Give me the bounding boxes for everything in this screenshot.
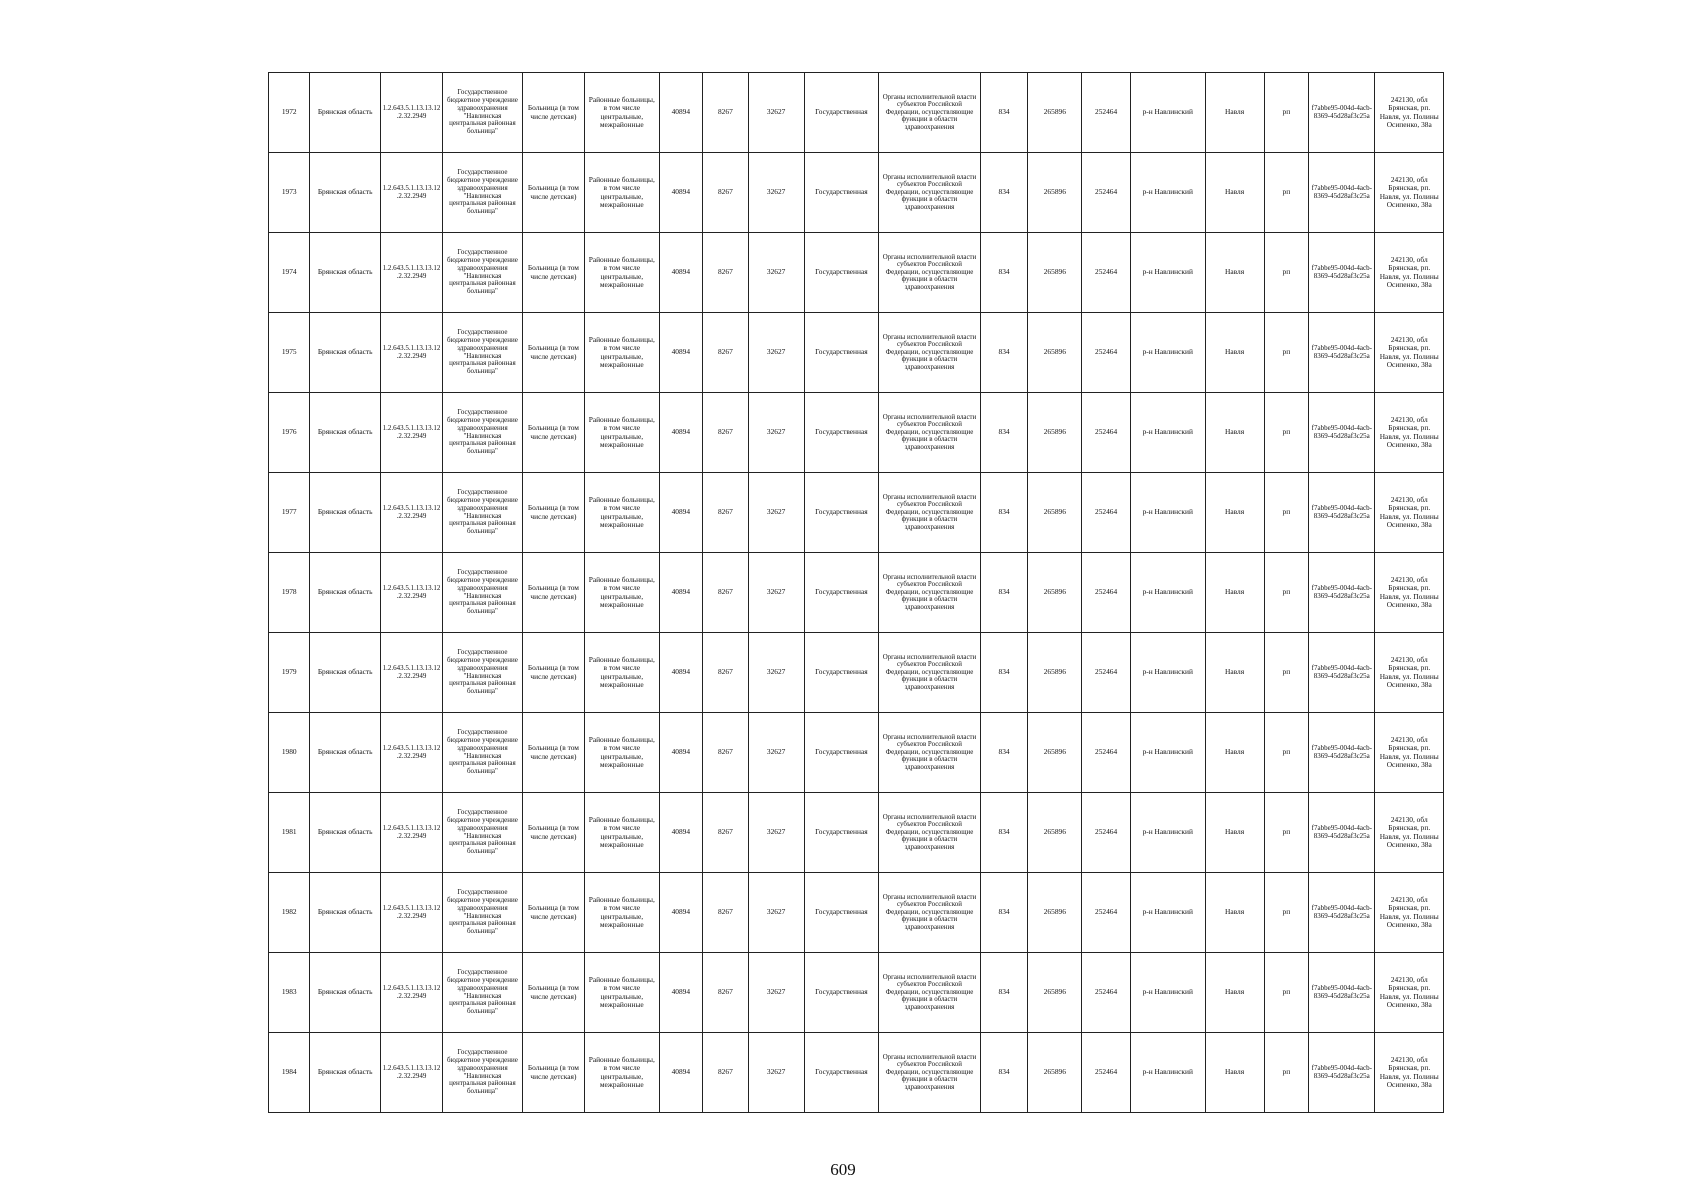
- cell-address: 242130, обл Брянская, рп. Навля, ул. Полины Осипенко, 38а: [1375, 473, 1444, 553]
- cell-ownership: Государственная: [804, 313, 879, 393]
- cell-ownership: Государственная: [804, 873, 879, 953]
- cell-locality: Навля: [1205, 953, 1264, 1033]
- cell-settlement-type: рп: [1264, 393, 1309, 473]
- cell-value-4: 834: [980, 233, 1028, 313]
- cell-institution-name: Государственное бюджетное учреждение здравоохранения "Навлинская центральная районная больница": [443, 233, 523, 313]
- cell-institution-name: Государственное бюджетное учреждение здравоохранения "Навлинская центральная районная больница": [443, 153, 523, 233]
- cell-value-4: 834: [980, 473, 1028, 553]
- cell-facility-type: Больница (в том числе детская): [522, 793, 584, 873]
- cell-authority: Органы исполнительной власти субъектов Российской Федерации, осуществляющие функции в области здравоохранения: [879, 953, 981, 1033]
- cell-value-1: 40894: [659, 153, 703, 233]
- cell-region: Брянская область: [310, 153, 380, 233]
- cell-authority: Органы исполнительной власти субъектов Российской Федерации, осуществляющие функции в области здравоохранения: [879, 713, 981, 793]
- cell-locality: Навля: [1205, 313, 1264, 393]
- cell-facility-category: Районные больницы, в том числе центральные, межрайонные: [584, 313, 659, 393]
- cell-value-1: 40894: [659, 233, 703, 313]
- cell-authority: Органы исполнительной власти субъектов Российской Федерации, осуществляющие функции в области здравоохранения: [879, 73, 981, 153]
- cell-value-2: 8267: [703, 953, 749, 1033]
- cell-guid: f7abbe95-004d-4acb-8369-45d28af3c25a: [1309, 233, 1375, 313]
- cell-value-4: 834: [980, 73, 1028, 153]
- cell-district: р-н Навлинский: [1130, 313, 1205, 393]
- cell-value-3: 32627: [748, 393, 804, 473]
- cell-institution-name: Государственное бюджетное учреждение здравоохранения "Навлинская центральная районная больница": [443, 473, 523, 553]
- cell-institution-name: Государственное бюджетное учреждение здравоохранения "Навлинская центральная районная больница": [443, 73, 523, 153]
- cell-institution-name: Государственное бюджетное учреждение здравоохранения "Навлинская центральная районная больница": [443, 553, 523, 633]
- cell-value-2: 8267: [703, 1033, 749, 1113]
- cell-value-2: 8267: [703, 793, 749, 873]
- cell-settlement-type: рп: [1264, 1033, 1309, 1113]
- cell-locality: Навля: [1205, 473, 1264, 553]
- cell-oid-code: 1.2.643.5.1.13.13.12.2.32.2949: [380, 473, 442, 553]
- cell-value-6: 252464: [1082, 953, 1131, 1033]
- cell-ownership: Государственная: [804, 393, 879, 473]
- cell-facility-type: Больница (в том числе детская): [522, 713, 584, 793]
- cell-district: р-н Навлинский: [1130, 233, 1205, 313]
- cell-facility-category: Районные больницы, в том числе центральные, межрайонные: [584, 873, 659, 953]
- cell-value-4: 834: [980, 793, 1028, 873]
- cell-oid-code: 1.2.643.5.1.13.13.12.2.32.2949: [380, 873, 442, 953]
- cell-region: Брянская область: [310, 233, 380, 313]
- cell-value-6: 252464: [1082, 233, 1131, 313]
- cell-value-6: 252464: [1082, 73, 1131, 153]
- cell-guid: f7abbe95-004d-4acb-8369-45d28af3c25a: [1309, 73, 1375, 153]
- cell-address: 242130, обл Брянская, рп. Навля, ул. Полины Осипенко, 38а: [1375, 1033, 1444, 1113]
- cell-value-3: 32627: [748, 153, 804, 233]
- cell-ownership: Государственная: [804, 233, 879, 313]
- cell-oid-code: 1.2.643.5.1.13.13.12.2.32.2949: [380, 153, 442, 233]
- cell-guid: f7abbe95-004d-4acb-8369-45d28af3c25a: [1309, 153, 1375, 233]
- cell-oid-code: 1.2.643.5.1.13.13.12.2.32.2949: [380, 73, 442, 153]
- cell-authority: Органы исполнительной власти субъектов Российской Федерации, осуществляющие функции в области здравоохранения: [879, 553, 981, 633]
- cell-address: 242130, обл Брянская, рп. Навля, ул. Полины Осипенко, 38а: [1375, 73, 1444, 153]
- table-body: [269, 73, 1444, 1113]
- cell-value-4: 834: [980, 393, 1028, 473]
- cell-value-4: 834: [980, 313, 1028, 393]
- cell-value-3: 32627: [748, 713, 804, 793]
- cell-settlement-type: рп: [1264, 553, 1309, 633]
- cell-value-3: 32627: [748, 1033, 804, 1113]
- cell-address: 242130, обл Брянская, рп. Навля, ул. Полины Осипенко, 38а: [1375, 793, 1444, 873]
- cell-value-3: 32627: [748, 313, 804, 393]
- cell-district: р-н Навлинский: [1130, 873, 1205, 953]
- cell-value-3: 32627: [748, 793, 804, 873]
- table-row: [269, 153, 1444, 233]
- cell-guid: f7abbe95-004d-4acb-8369-45d28af3c25a: [1309, 713, 1375, 793]
- table-row: [269, 73, 1444, 153]
- cell-region: Брянская область: [310, 953, 380, 1033]
- cell-value-2: 8267: [703, 713, 749, 793]
- cell-authority: Органы исполнительной власти субъектов Российской Федерации, осуществляющие функции в области здравоохранения: [879, 633, 981, 713]
- cell-district: р-н Навлинский: [1130, 633, 1205, 713]
- cell-ownership: Государственная: [804, 633, 879, 713]
- cell-facility-type: Больница (в том числе детская): [522, 73, 584, 153]
- table-row: [269, 313, 1444, 393]
- cell-value-3: 32627: [748, 473, 804, 553]
- cell-row-number: 1974: [269, 233, 310, 313]
- cell-oid-code: 1.2.643.5.1.13.13.12.2.32.2949: [380, 313, 442, 393]
- cell-region: Брянская область: [310, 313, 380, 393]
- cell-address: 242130, обл Брянская, рп. Навля, ул. Полины Осипенко, 38а: [1375, 713, 1444, 793]
- cell-oid-code: 1.2.643.5.1.13.13.12.2.32.2949: [380, 233, 442, 313]
- cell-facility-category: Районные больницы, в том числе центральные, межрайонные: [584, 393, 659, 473]
- cell-row-number: 1982: [269, 873, 310, 953]
- cell-ownership: Государственная: [804, 553, 879, 633]
- cell-oid-code: 1.2.643.5.1.13.13.12.2.32.2949: [380, 793, 442, 873]
- cell-row-number: 1979: [269, 633, 310, 713]
- cell-value-4: 834: [980, 633, 1028, 713]
- cell-value-1: 40894: [659, 713, 703, 793]
- cell-address: 242130, обл Брянская, рп. Навля, ул. Полины Осипенко, 38а: [1375, 873, 1444, 953]
- cell-settlement-type: рп: [1264, 313, 1309, 393]
- cell-guid: f7abbe95-004d-4acb-8369-45d28af3c25a: [1309, 313, 1375, 393]
- cell-row-number: 1981: [269, 793, 310, 873]
- cell-value-1: 40894: [659, 553, 703, 633]
- cell-row-number: 1975: [269, 313, 310, 393]
- cell-value-1: 40894: [659, 313, 703, 393]
- cell-value-5: 265896: [1028, 473, 1082, 553]
- cell-address: 242130, обл Брянская, рп. Навля, ул. Полины Осипенко, 38а: [1375, 553, 1444, 633]
- cell-value-5: 265896: [1028, 73, 1082, 153]
- cell-authority: Органы исполнительной власти субъектов Российской Федерации, осуществляющие функции в области здравоохранения: [879, 873, 981, 953]
- cell-value-3: 32627: [748, 953, 804, 1033]
- cell-value-5: 265896: [1028, 393, 1082, 473]
- cell-region: Брянская область: [310, 793, 380, 873]
- cell-facility-type: Больница (в том числе детская): [522, 873, 584, 953]
- cell-region: Брянская область: [310, 473, 380, 553]
- cell-row-number: 1980: [269, 713, 310, 793]
- cell-institution-name: Государственное бюджетное учреждение здравоохранения "Навлинская центральная районная больница": [443, 793, 523, 873]
- cell-value-5: 265896: [1028, 1033, 1082, 1113]
- cell-institution-name: Государственное бюджетное учреждение здравоохранения "Навлинская центральная районная больница": [443, 393, 523, 473]
- cell-authority: Органы исполнительной власти субъектов Российской Федерации, осуществляющие функции в области здравоохранения: [879, 393, 981, 473]
- cell-value-4: 834: [980, 713, 1028, 793]
- cell-ownership: Государственная: [804, 153, 879, 233]
- cell-guid: f7abbe95-004d-4acb-8369-45d28af3c25a: [1309, 953, 1375, 1033]
- cell-institution-name: Государственное бюджетное учреждение здравоохранения "Навлинская центральная районная больница": [443, 1033, 523, 1113]
- cell-address: 242130, обл Брянская, рп. Навля, ул. Полины Осипенко, 38а: [1375, 953, 1444, 1033]
- cell-authority: Органы исполнительной власти субъектов Российской Федерации, осуществляющие функции в области здравоохранения: [879, 793, 981, 873]
- table-row: [269, 713, 1444, 793]
- cell-locality: Навля: [1205, 73, 1264, 153]
- cell-ownership: Государственная: [804, 953, 879, 1033]
- cell-district: р-н Навлинский: [1130, 953, 1205, 1033]
- cell-settlement-type: рп: [1264, 873, 1309, 953]
- cell-value-3: 32627: [748, 633, 804, 713]
- cell-district: р-н Навлинский: [1130, 713, 1205, 793]
- cell-value-6: 252464: [1082, 553, 1131, 633]
- cell-ownership: Государственная: [804, 473, 879, 553]
- cell-value-3: 32627: [748, 873, 804, 953]
- cell-facility-category: Районные больницы, в том числе центральные, межрайонные: [584, 553, 659, 633]
- cell-facility-type: Больница (в том числе детская): [522, 233, 584, 313]
- table-row: [269, 1033, 1444, 1113]
- cell-ownership: Государственная: [804, 793, 879, 873]
- cell-value-5: 265896: [1028, 713, 1082, 793]
- cell-value-1: 40894: [659, 793, 703, 873]
- cell-facility-type: Больница (в том числе детская): [522, 953, 584, 1033]
- table-row: [269, 793, 1444, 873]
- cell-row-number: 1983: [269, 953, 310, 1033]
- cell-guid: f7abbe95-004d-4acb-8369-45d28af3c25a: [1309, 873, 1375, 953]
- cell-value-6: 252464: [1082, 153, 1131, 233]
- cell-value-6: 252464: [1082, 473, 1131, 553]
- cell-value-5: 265896: [1028, 313, 1082, 393]
- cell-value-4: 834: [980, 873, 1028, 953]
- cell-guid: f7abbe95-004d-4acb-8369-45d28af3c25a: [1309, 473, 1375, 553]
- cell-facility-type: Больница (в том числе детская): [522, 313, 584, 393]
- cell-value-1: 40894: [659, 633, 703, 713]
- cell-value-5: 265896: [1028, 153, 1082, 233]
- cell-institution-name: Государственное бюджетное учреждение здравоохранения "Навлинская центральная районная больница": [443, 873, 523, 953]
- cell-value-6: 252464: [1082, 313, 1131, 393]
- cell-oid-code: 1.2.643.5.1.13.13.12.2.32.2949: [380, 633, 442, 713]
- cell-facility-type: Больница (в том числе детская): [522, 393, 584, 473]
- cell-locality: Навля: [1205, 873, 1264, 953]
- cell-value-1: 40894: [659, 1033, 703, 1113]
- cell-guid: f7abbe95-004d-4acb-8369-45d28af3c25a: [1309, 553, 1375, 633]
- cell-value-2: 8267: [703, 233, 749, 313]
- cell-locality: Навля: [1205, 393, 1264, 473]
- cell-oid-code: 1.2.643.5.1.13.13.12.2.32.2949: [380, 553, 442, 633]
- cell-facility-type: Больница (в том числе детская): [522, 553, 584, 633]
- cell-oid-code: 1.2.643.5.1.13.13.12.2.32.2949: [380, 713, 442, 793]
- cell-institution-name: Государственное бюджетное учреждение здравоохранения "Навлинская центральная районная больница": [443, 713, 523, 793]
- cell-ownership: Государственная: [804, 73, 879, 153]
- table-row: [269, 233, 1444, 313]
- cell-row-number: 1976: [269, 393, 310, 473]
- cell-value-2: 8267: [703, 473, 749, 553]
- cell-region: Брянская область: [310, 393, 380, 473]
- cell-value-1: 40894: [659, 393, 703, 473]
- cell-authority: Органы исполнительной власти субъектов Российской Федерации, осуществляющие функции в области здравоохранения: [879, 1033, 981, 1113]
- cell-district: р-н Навлинский: [1130, 73, 1205, 153]
- cell-ownership: Государственная: [804, 713, 879, 793]
- cell-value-4: 834: [980, 153, 1028, 233]
- cell-facility-category: Районные больницы, в том числе центральные, межрайонные: [584, 793, 659, 873]
- cell-value-4: 834: [980, 953, 1028, 1033]
- cell-locality: Навля: [1205, 233, 1264, 313]
- cell-value-2: 8267: [703, 153, 749, 233]
- table-row: [269, 633, 1444, 713]
- cell-region: Брянская область: [310, 553, 380, 633]
- cell-facility-category: Районные больницы, в том числе центральные, межрайонные: [584, 1033, 659, 1113]
- cell-district: р-н Навлинский: [1130, 473, 1205, 553]
- cell-value-5: 265896: [1028, 633, 1082, 713]
- cell-district: р-н Навлинский: [1130, 1033, 1205, 1113]
- cell-oid-code: 1.2.643.5.1.13.13.12.2.32.2949: [380, 1033, 442, 1113]
- cell-locality: Навля: [1205, 633, 1264, 713]
- cell-institution-name: Государственное бюджетное учреждение здравоохранения "Навлинская центральная районная больница": [443, 633, 523, 713]
- cell-value-4: 834: [980, 1033, 1028, 1113]
- cell-value-1: 40894: [659, 953, 703, 1033]
- cell-institution-name: Государственное бюджетное учреждение здравоохранения "Навлинская центральная районная больница": [443, 313, 523, 393]
- cell-oid-code: 1.2.643.5.1.13.13.12.2.32.2949: [380, 393, 442, 473]
- cell-oid-code: 1.2.643.5.1.13.13.12.2.32.2949: [380, 953, 442, 1033]
- cell-value-1: 40894: [659, 73, 703, 153]
- cell-row-number: 1978: [269, 553, 310, 633]
- cell-address: 242130, обл Брянская, рп. Навля, ул. Полины Осипенко, 38а: [1375, 233, 1444, 313]
- cell-value-5: 265896: [1028, 793, 1082, 873]
- cell-row-number: 1984: [269, 1033, 310, 1113]
- cell-locality: Навля: [1205, 553, 1264, 633]
- cell-value-6: 252464: [1082, 873, 1131, 953]
- cell-value-6: 252464: [1082, 633, 1131, 713]
- cell-facility-category: Районные больницы, в том числе центральные, межрайонные: [584, 153, 659, 233]
- cell-district: р-н Навлинский: [1130, 393, 1205, 473]
- cell-row-number: 1977: [269, 473, 310, 553]
- cell-facility-category: Районные больницы, в том числе центральные, межрайонные: [584, 713, 659, 793]
- cell-facility-category: Районные больницы, в том числе центральные, межрайонные: [584, 953, 659, 1033]
- cell-value-6: 252464: [1082, 1033, 1131, 1113]
- cell-value-5: 265896: [1028, 233, 1082, 313]
- cell-authority: Органы исполнительной власти субъектов Российской Федерации, осуществляющие функции в области здравоохранения: [879, 313, 981, 393]
- cell-row-number: 1972: [269, 73, 310, 153]
- cell-row-number: 1973: [269, 153, 310, 233]
- cell-region: Брянская область: [310, 873, 380, 953]
- cell-facility-category: Районные больницы, в том числе центральные, межрайонные: [584, 73, 659, 153]
- cell-value-6: 252464: [1082, 393, 1131, 473]
- cell-ownership: Государственная: [804, 1033, 879, 1113]
- table-row: [269, 873, 1444, 953]
- cell-value-5: 265896: [1028, 553, 1082, 633]
- page-number: 609: [830, 1160, 856, 1179]
- cell-guid: f7abbe95-004d-4acb-8369-45d28af3c25a: [1309, 633, 1375, 713]
- cell-value-2: 8267: [703, 393, 749, 473]
- cell-settlement-type: рп: [1264, 713, 1309, 793]
- cell-value-2: 8267: [703, 553, 749, 633]
- cell-value-3: 32627: [748, 73, 804, 153]
- cell-region: Брянская область: [310, 633, 380, 713]
- cell-value-4: 834: [980, 553, 1028, 633]
- cell-address: 242130, обл Брянская, рп. Навля, ул. Полины Осипенко, 38а: [1375, 313, 1444, 393]
- cell-settlement-type: рп: [1264, 953, 1309, 1033]
- cell-value-2: 8267: [703, 633, 749, 713]
- cell-value-3: 32627: [748, 553, 804, 633]
- cell-guid: f7abbe95-004d-4acb-8369-45d28af3c25a: [1309, 793, 1375, 873]
- cell-value-2: 8267: [703, 873, 749, 953]
- cell-region: Брянская область: [310, 1033, 380, 1113]
- cell-address: 242130, обл Брянская, рп. Навля, ул. Полины Осипенко, 38а: [1375, 393, 1444, 473]
- cell-value-5: 265896: [1028, 873, 1082, 953]
- cell-district: р-н Навлинский: [1130, 793, 1205, 873]
- cell-district: р-н Навлинский: [1130, 153, 1205, 233]
- cell-district: р-н Навлинский: [1130, 553, 1205, 633]
- cell-value-2: 8267: [703, 73, 749, 153]
- cell-facility-type: Больница (в том числе детская): [522, 473, 584, 553]
- cell-value-1: 40894: [659, 473, 703, 553]
- cell-locality: Навля: [1205, 713, 1264, 793]
- cell-value-5: 265896: [1028, 953, 1082, 1033]
- table-row: [269, 393, 1444, 473]
- cell-locality: Навля: [1205, 153, 1264, 233]
- cell-value-3: 32627: [748, 233, 804, 313]
- cell-locality: Навля: [1205, 793, 1264, 873]
- cell-facility-category: Районные больницы, в том числе центральные, межрайонные: [584, 473, 659, 553]
- cell-facility-type: Больница (в том числе детская): [522, 1033, 584, 1113]
- cell-facility-type: Больница (в том числе детская): [522, 633, 584, 713]
- cell-authority: Органы исполнительной власти субъектов Российской Федерации, осуществляющие функции в области здравоохранения: [879, 153, 981, 233]
- cell-settlement-type: рп: [1264, 73, 1309, 153]
- cell-region: Брянская область: [310, 73, 380, 153]
- cell-facility-category: Районные больницы, в том числе центральные, межрайонные: [584, 233, 659, 313]
- cell-value-6: 252464: [1082, 793, 1131, 873]
- cell-authority: Органы исполнительной власти субъектов Российской Федерации, осуществляющие функции в области здравоохранения: [879, 473, 981, 553]
- registry-table: [268, 72, 1444, 1113]
- table-row: [269, 473, 1444, 553]
- cell-region: Брянская область: [310, 713, 380, 793]
- cell-settlement-type: рп: [1264, 793, 1309, 873]
- cell-settlement-type: рп: [1264, 473, 1309, 553]
- cell-guid: f7abbe95-004d-4acb-8369-45d28af3c25a: [1309, 393, 1375, 473]
- cell-guid: f7abbe95-004d-4acb-8369-45d28af3c25a: [1309, 1033, 1375, 1113]
- table-row: [269, 553, 1444, 633]
- cell-value-6: 252464: [1082, 713, 1131, 793]
- cell-authority: Органы исполнительной власти субъектов Российской Федерации, осуществляющие функции в области здравоохранения: [879, 233, 981, 313]
- cell-address: 242130, обл Брянская, рп. Навля, ул. Полины Осипенко, 38а: [1375, 633, 1444, 713]
- cell-value-1: 40894: [659, 873, 703, 953]
- cell-institution-name: Государственное бюджетное учреждение здравоохранения "Навлинская центральная районная больница": [443, 953, 523, 1033]
- cell-locality: Навля: [1205, 1033, 1264, 1113]
- table-row: [269, 953, 1444, 1033]
- cell-facility-category: Районные больницы, в том числе центральные, межрайонные: [584, 633, 659, 713]
- cell-facility-type: Больница (в том числе детская): [522, 153, 584, 233]
- cell-settlement-type: рп: [1264, 233, 1309, 313]
- cell-address: 242130, обл Брянская, рп. Навля, ул. Полины Осипенко, 38а: [1375, 153, 1444, 233]
- cell-settlement-type: рп: [1264, 633, 1309, 713]
- cell-value-2: 8267: [703, 313, 749, 393]
- cell-settlement-type: рп: [1264, 153, 1309, 233]
